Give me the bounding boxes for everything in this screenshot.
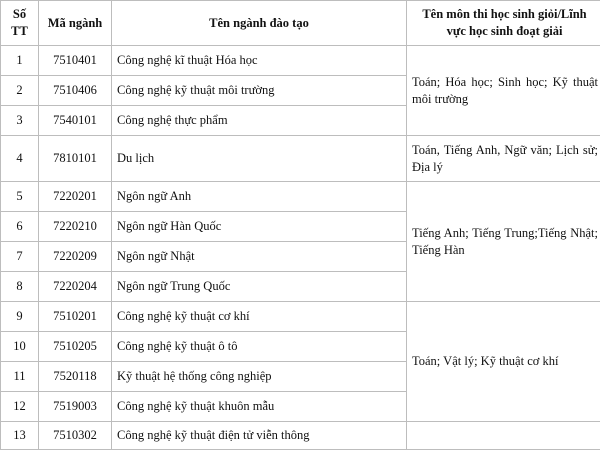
table-row [1,182,600,212]
cell-major: Công nghệ kỹ thuật môi trường [112,76,407,106]
cell-code: 7510302 [39,422,112,450]
cell-code: 7510401 [39,46,112,76]
cell-stt: 2 [1,76,39,106]
cell-stt: 6 [1,212,39,242]
cell-code: 7540101 [39,106,112,136]
header-stt: Số TT [1,1,39,46]
cell-major: Công nghệ kỹ thuật điện tử viễn thông [112,422,407,450]
table-row [1,302,600,332]
cell-subject-group: Tiếng Anh; Tiếng Trung;Tiếng Nhật; Tiếng Hàn [407,182,600,302]
header-subject: Tên môn thi học sinh giỏi/Lĩnh vực học sinh đoạt giải [407,1,600,46]
cell-code: 7519003 [39,392,112,422]
cell-code: 7220210 [39,212,112,242]
cell-code: 7510201 [39,302,112,332]
cell-stt: 8 [1,272,39,302]
cell-stt: 9 [1,302,39,332]
cell-stt: 13 [1,422,39,450]
cell-major: Công nghệ kĩ thuật Hóa học [112,46,407,76]
table-row [1,46,600,76]
cell-major: Công nghệ kỹ thuật khuôn mẫu [112,392,407,422]
cell-stt: 3 [1,106,39,136]
cell-major: Kỹ thuật hệ thống công nghiệp [112,362,407,392]
cell-code: 7510205 [39,332,112,362]
cell-major: Công nghệ kỹ thuật cơ khí [112,302,407,332]
cell-stt: 7 [1,242,39,272]
table-row [1,422,600,450]
cell-subject-group: Toán; Vật lý; Kỹ thuật cơ khí [407,302,600,422]
cell-subject-group: Toán; Hóa học; Sinh học; Kỹ thuật môi trường [407,46,600,136]
cell-code: 7810101 [39,136,112,182]
cell-subject-group: Toán, Tiếng Anh, Ngữ văn; Lịch sử; Địa lý [407,136,600,182]
cell-major: Công nghệ kỹ thuật ô tô [112,332,407,362]
cell-code: 7510406 [39,76,112,106]
header-code: Mã ngành [39,1,112,46]
cell-code: 7220209 [39,242,112,272]
cell-stt: 12 [1,392,39,422]
cell-code: 7520118 [39,362,112,392]
cell-major: Ngôn ngữ Nhật [112,242,407,272]
cell-code: 7220201 [39,182,112,212]
cell-stt: 1 [1,46,39,76]
cell-stt: 10 [1,332,39,362]
cell-stt: 5 [1,182,39,212]
table-row [1,136,600,182]
cell-major: Ngôn ngữ Anh [112,182,407,212]
cell-stt: 11 [1,362,39,392]
cell-subject-group-empty [407,422,600,450]
header-major: Tên ngành đào tạo [112,1,407,46]
cell-code: 7220204 [39,272,112,302]
cell-major: Ngôn ngữ Trung Quốc [112,272,407,302]
header-row [1,1,600,46]
cell-major: Ngôn ngữ Hàn Quốc [112,212,407,242]
cell-major: Du lịch [112,136,407,182]
cell-major: Công nghệ thực phẩm [112,106,407,136]
cell-stt: 4 [1,136,39,182]
